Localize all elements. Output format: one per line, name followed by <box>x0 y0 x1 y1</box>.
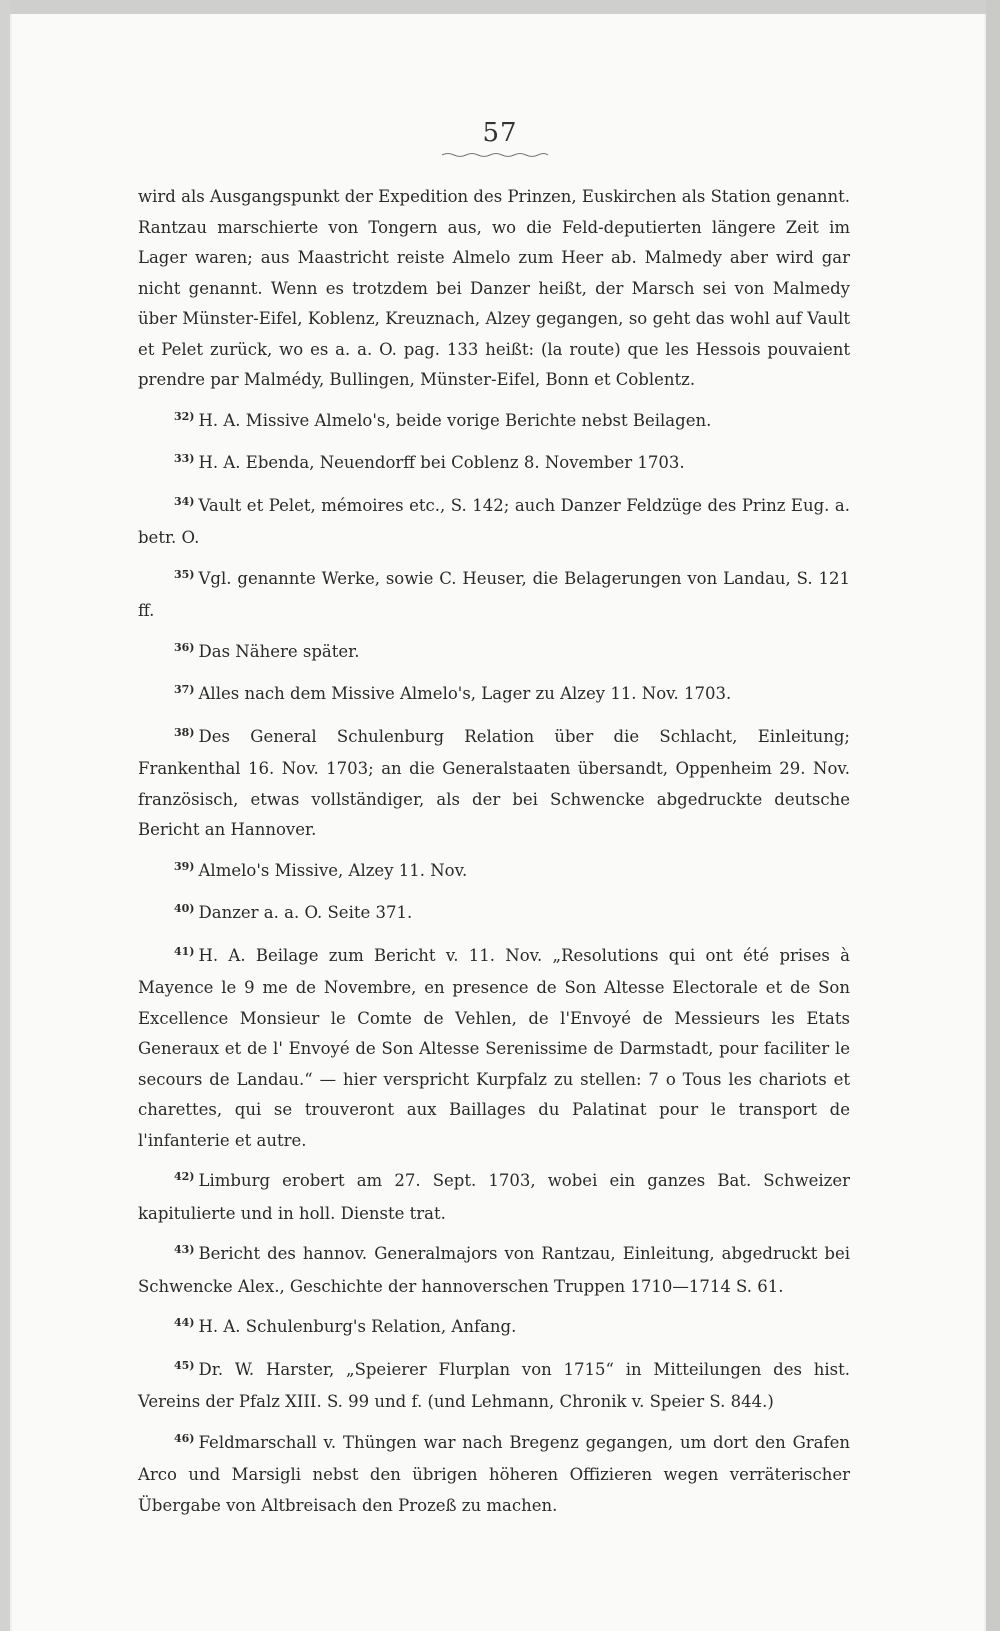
footnote-text: Vgl. genannte Werke, sowie C. Heuser, die Belagerungen von Landau, S. 121 ff. <box>138 568 850 620</box>
footnote-text: Des General Schulenburg Relation über die Schlacht, Einleitung; Frankenthal 16. Nov. 1703; an die Generalstaaten übersandt, Oppenheim 29. Nov. französisch, etwas vollständiger, als der bei Schwencke abgedruckte deutsche Bericht an Hannover. <box>138 726 850 839</box>
footnote-number: 46) <box>174 1431 195 1445</box>
footnote-41 <box>138 941 850 1157</box>
footnote-43 <box>138 1239 850 1302</box>
footnote-number: 45) <box>174 1358 195 1372</box>
footnote-number: 43) <box>174 1243 195 1256</box>
footnote-36 <box>138 637 850 670</box>
footnote-text: Alles nach dem Missive Almelo's, Lager zu Alzey 11. Nov. 1703. <box>198 684 732 703</box>
footnote-text: Limburg erobert am 27. Sept. 1703, wobei ein ganzes Bat. Schweizer kapitulierte und in holl. Dienste trat. <box>138 1171 850 1223</box>
footnote-text: Vault et Pelet, mémoires etc., S. 142; auch Danzer Feldzüge des Prinz Eug. a. betr. O. <box>138 495 850 547</box>
footnote-number: 35) <box>174 567 195 581</box>
footnote-text: H. A. Beilage zum Bericht v. 11. Nov. „Resolutions qui ont été prises à Mayence le 9 me de Novembre, en presence de Son Altesse Electorale et de Son Excellence Monsieur le Comte de Vehlen, de l'Envoyé de Messieurs les Etats Generaux et de l' Envoyé de Son Altesse Serenissime de Darmstadt, pour faciliter le secours de Landau.“ — hier verspricht Kurpfalz zu stellen: 7 o Tous les chariots et charettes, qui se trouveront aux Baillages du Palatinat pour le transport de l'infanterie et autre. <box>138 945 850 1150</box>
footnote-number: 32) <box>174 409 195 423</box>
scan-edge-top <box>0 0 1000 14</box>
page-number-ornament <box>440 152 550 158</box>
footnote-number: 40) <box>174 902 195 915</box>
footnote-34 <box>138 491 850 554</box>
page-body <box>138 182 850 1521</box>
footnote-38 <box>138 722 850 846</box>
footnote-number: 33) <box>174 452 195 465</box>
footnote-32 <box>138 406 850 439</box>
footnote-number: 42) <box>174 1170 195 1183</box>
footnote-number: 36) <box>174 640 195 654</box>
footnote-text: H. A. Schulenburg's Relation, Anfang. <box>198 1317 517 1336</box>
footnote-text: H. A. Ebenda, Neuendorff bei Coblenz 8. November 1703. <box>198 453 685 472</box>
scan-edge-left <box>0 0 10 1631</box>
page-number: 57 <box>482 118 518 148</box>
footnote-46 <box>138 1428 850 1522</box>
footnote-number: 44) <box>174 1316 195 1329</box>
footnote-number: 37) <box>174 683 195 696</box>
footnote-text: Bericht des hannov. Generalmajors von Rantzau, Einleitung, abgedruckt bei Schwencke Alex., Geschichte der hannoverschen Truppen 1710—1714 S. 61. <box>138 1244 850 1296</box>
footnote-text: H. A. Missive Almelo's, beide vorige Berichte nebst Beilagen. <box>198 410 712 430</box>
footnote-text: Das Nähere später. <box>198 641 360 661</box>
footnote-text: Danzer a. a. O. Seite 371. <box>198 903 413 922</box>
footnote-45 <box>138 1355 850 1418</box>
footnote-33 <box>138 448 850 481</box>
intro-paragraph: wird als Ausgangspunkt der Expedition des Prinzen, Euskirchen als Station genannt. Rantzau marschierte von Tongern aus, wo die Feld-deputierten längere Zeit im Lager waren; aus Maastricht reiste Almelo zum Heer ab. Malmedy aber wird gar nicht genannt. Wenn es trotzdem bei Danzer heißt, der Marsch sei von Malmedy über Münster-Eifel, Koblenz, Kreuznach, Alzey gegangen, so geht das wohl auf Vault et Pelet zurück, wo es a. a. O. pag. 133 heißt: (la route) que les Hessois pouvaient prendre par Malmédy, Bullingen, Münster-Eifel, Bonn et Coblentz. <box>138 187 850 389</box>
footnote-text: Almelo's Missive, Alzey 11. Nov. <box>198 860 468 880</box>
footnote-number: 34) <box>174 494 195 508</box>
footnote-37 <box>138 679 850 712</box>
footnote-text: Dr. W. Harster, „Speierer Flurplan von 1715“ in Mitteilungen des hist. Vereins der Pfalz XIII. S. 99 und f. (und Lehmann, Chronik v. Speier S. 844.) <box>138 1359 850 1411</box>
footnote-number: 41) <box>174 944 195 958</box>
footnote-40 <box>138 898 850 931</box>
footnote-44 <box>138 1312 850 1345</box>
footnote-number: 39) <box>174 859 195 873</box>
footnote-number: 38) <box>174 725 195 739</box>
footnote-42 <box>138 1166 850 1229</box>
footnote-35 <box>138 564 850 627</box>
footnote-text: Feldmarschall v. Thüngen war nach Bregenz gegangen, um dort den Grafen Arco und Marsigli nebst den übrigen höheren Offizieren wegen verräterischer Übergabe von Altbreisach den Prozeß zu machen. <box>138 1432 850 1515</box>
scan-edge-right <box>986 0 1000 1631</box>
footnote-39 <box>138 856 850 889</box>
